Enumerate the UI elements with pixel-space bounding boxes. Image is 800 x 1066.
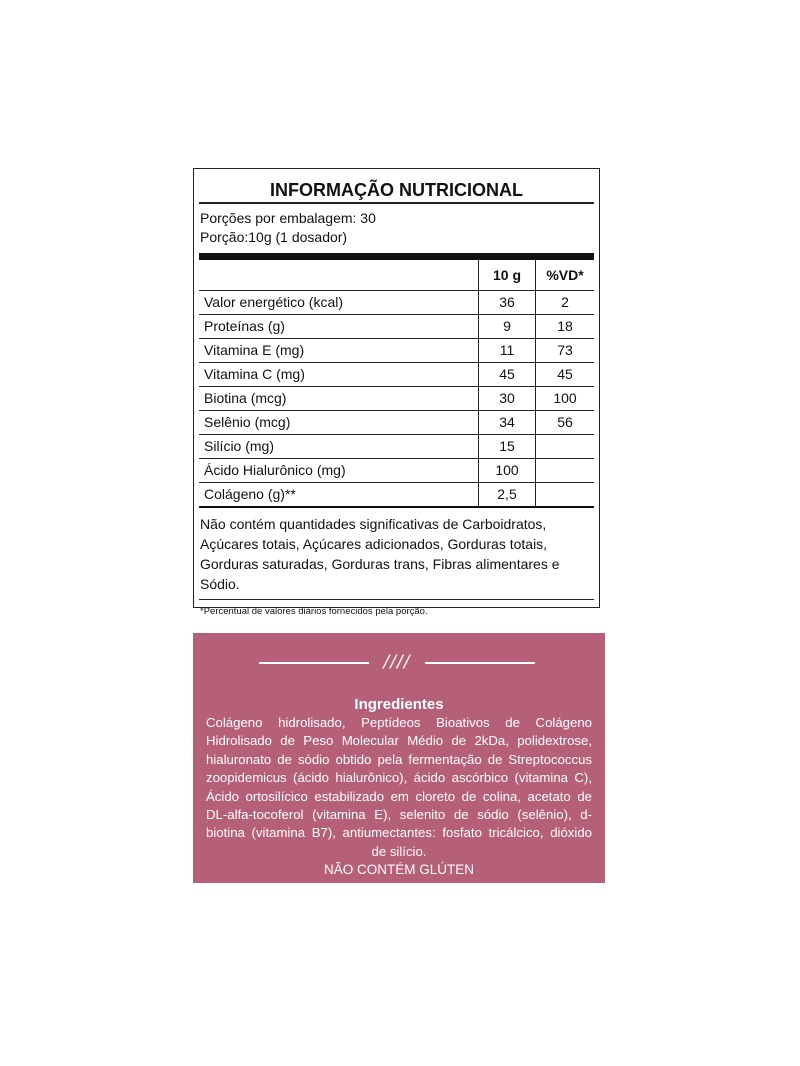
- portions-per-package: Porções por embalagem: 30: [200, 209, 376, 226]
- divider-line-left: [259, 662, 369, 664]
- header-vd: %VD*: [536, 260, 595, 291]
- thick-divider: [199, 253, 594, 260]
- decorative-divider: [193, 651, 605, 675]
- table-row: [199, 434, 594, 458]
- nutrient-amount: 11: [479, 338, 536, 362]
- table-row: [199, 362, 594, 386]
- not-significant-note: Não contém quantidades significativas de Carboidratos, Açúcares totais, Açúcares adicionados, Gorduras totais, Gorduras saturadas, Gorduras trans, Fibras alimentares e Sódio.: [200, 515, 560, 592]
- nutrient-vd: 2: [536, 290, 595, 314]
- nutrient-vd: 100: [536, 386, 595, 410]
- nutrient-amount: 9: [479, 314, 536, 338]
- divider-line-right: [425, 662, 535, 664]
- nutrition-table: [199, 260, 594, 508]
- nutrient-vd: 73: [536, 338, 595, 362]
- header-nutrient: [199, 260, 479, 291]
- nutrient-amount: 100: [479, 458, 536, 482]
- nutrient-vd: 18: [536, 314, 595, 338]
- portion-info: [194, 204, 599, 250]
- nutrition-facts-panel: [193, 168, 600, 617]
- nutrient-amount: 2,5: [479, 482, 536, 507]
- ingredients-title: Ingredientes: [354, 696, 444, 713]
- table-row: [199, 458, 594, 482]
- slash-divider-icon: ////: [383, 652, 411, 672]
- nutrient-name: Ácido Hialurônico (mg): [199, 458, 479, 482]
- nutrient-name: Vitamina E (mg): [199, 338, 479, 362]
- table-row: [199, 314, 594, 338]
- table-row: [199, 290, 594, 314]
- table-row: [199, 482, 594, 507]
- nutrient-name: Biotina (mcg): [199, 386, 479, 410]
- nutrient-vd: [536, 458, 595, 482]
- table-row: [199, 338, 594, 362]
- nutrient-amount: 45: [479, 362, 536, 386]
- nutrient-amount: 34: [479, 410, 536, 434]
- ingredients-panel: [193, 633, 605, 883]
- ingredients-text: Colágeno hidrolisado, Peptídeos Bioativos de Colágeno Hidrolisado de Peso Molecular Médio de 2kDa, polidextrose, hialuronato de sódio obtido pela fermentação de Streptococcus zoopidemicus (ácido hialurônico), ácido ascórbico (vitamina C), Ácido ortosilícico estabilizado em cloreto de colina, acetato de DL-alfa-tocoferol (vitamina E), selenito de sódio (selênio), d-biotina (vitamina B7), antiumectantes: fosfato tricálcico, dióxido de silício.: [206, 715, 592, 859]
- nutrient-amount: 30: [479, 386, 536, 410]
- nutrient-vd: 56: [536, 410, 595, 434]
- nutrient-amount: 36: [479, 290, 536, 314]
- header-amount: 10 g: [479, 260, 536, 291]
- nutrient-name: Vitamina C (mg): [199, 362, 479, 386]
- nutrient-name: Colágeno (g)**: [199, 482, 479, 507]
- nutrition-title: INFORMAÇÃO NUTRICIONAL: [270, 180, 523, 200]
- nutrient-name: Valor energético (kcal): [199, 290, 479, 314]
- table-row: [199, 386, 594, 410]
- nutrient-name: Proteínas (g): [199, 314, 479, 338]
- table-row: [199, 410, 594, 434]
- nutrient-vd: [536, 434, 595, 458]
- nutrient-vd: [536, 482, 595, 507]
- portion-size: Porção:10g (1 dosador): [200, 228, 348, 245]
- vd-footnote: *Percentual de valores diários fornecidos pela porção.: [200, 606, 428, 617]
- table-header-row: [199, 260, 594, 291]
- nutrient-name: Selênio (mcg): [199, 410, 479, 434]
- nutrient-amount: 15: [479, 434, 536, 458]
- gluten-statement: NÃO CONTÉM GLÚTEN: [323, 862, 474, 878]
- nutrient-vd: 45: [536, 362, 595, 386]
- nutrient-name: Silício (mg): [199, 434, 479, 458]
